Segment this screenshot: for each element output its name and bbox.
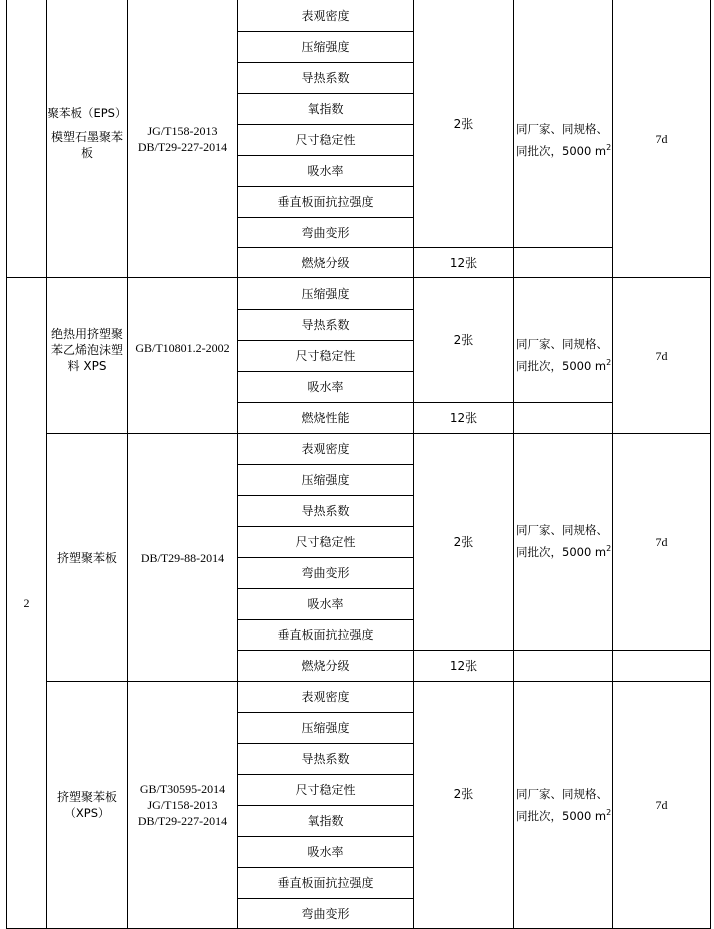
test-item: 压缩强度 (301, 40, 350, 54)
test-item: 燃烧性能 (301, 411, 350, 425)
test-item: 导热系数 (301, 71, 350, 85)
test-item: 弯曲变形 (301, 566, 350, 580)
test-item: 尺寸稳定性 (295, 535, 356, 549)
sample-quantity: 2张 (453, 116, 474, 131)
product-name-line: 模塑石墨聚苯 (50, 129, 123, 144)
product-name: 挤塑聚苯板 (56, 550, 117, 565)
test-item: 压缩强度 (301, 286, 350, 301)
sample-quantity: 2张 (453, 787, 474, 801)
unit-exponent: 2 (606, 358, 612, 368)
test-item: 吸水率 (307, 597, 344, 611)
standard-code: GB/T30595-2014 (139, 782, 226, 796)
standard-code: DB/T29-227-2014 (137, 814, 228, 828)
test-item: 氧指数 (307, 814, 344, 828)
test-item: 导热系数 (301, 318, 350, 332)
test-item: 表观密度 (301, 442, 350, 456)
standard-codes (128, 682, 237, 928)
test-period: 7d (655, 131, 668, 146)
product-name-line: 绝热用挤塑聚 (50, 326, 123, 341)
test-item: 吸水率 (307, 164, 344, 178)
condition-line: 同批次，5000 m (516, 545, 607, 559)
condition-line: 同厂家、同规格、 (516, 337, 608, 351)
test-item: 尺寸稳定性 (295, 783, 356, 797)
test-item: 氧指数 (307, 102, 344, 116)
test-item: 表观密度 (301, 8, 350, 23)
test-item: 尺寸稳定性 (295, 349, 356, 363)
condition-line: 同厂家、同规格、 (516, 122, 608, 136)
condition-line: 同厂家、同规格、 (516, 787, 608, 801)
condition-line: 同厂家、同规格、 (516, 523, 608, 537)
standard-code: JG/T158-2013 (147, 798, 218, 812)
product-name (47, 682, 127, 928)
test-item: 吸水率 (307, 845, 344, 859)
test-item: 导热系数 (301, 504, 350, 518)
batch-condition (516, 118, 612, 162)
condition-line: 同批次，5000 m (516, 809, 607, 823)
condition-line: 同批次，5000 m (516, 144, 607, 158)
test-period: 7d (655, 535, 668, 549)
product-name-line: 板 (80, 145, 93, 160)
standard-code: DB/T29-88-2014 (140, 550, 225, 565)
condition-line: 同批次，5000 m (516, 359, 607, 373)
standard-code: DB/T29-227-2014 (137, 139, 228, 154)
test-item: 吸水率 (307, 380, 344, 394)
product-name-line: 聚苯板（EPS） (47, 105, 127, 120)
col-line-5 (513, 0, 514, 929)
test-period: 7d (655, 798, 668, 812)
table-border-right (710, 0, 711, 929)
batch-condition (516, 333, 612, 377)
test-item: 尺寸稳定性 (295, 133, 356, 147)
product-name-line: 料 XPS (67, 358, 107, 373)
product-name (47, 278, 127, 433)
test-item: 压缩强度 (301, 473, 350, 487)
test-item: 燃烧分级 (301, 659, 350, 673)
row-number: 2 (23, 596, 30, 610)
test-item: 表观密度 (301, 690, 350, 704)
product-name-line: 苯乙烯泡沫塑 (50, 342, 123, 357)
product-name-line: 挤塑聚苯板 (56, 790, 117, 804)
test-item: 弯曲变形 (301, 225, 350, 240)
fire-sample-quantity: 12张 (449, 659, 478, 673)
standard-code: GB/T10801.2-2002 (135, 340, 230, 355)
unit-exponent: 2 (606, 544, 612, 554)
test-item: 燃烧分级 (301, 255, 350, 270)
fire-sample-quantity: 12张 (449, 255, 478, 270)
test-item: 压缩强度 (301, 721, 350, 735)
sample-quantity: 2张 (453, 535, 474, 549)
unit-exponent: 2 (606, 143, 612, 153)
batch-condition (516, 783, 612, 827)
test-item: 导热系数 (301, 752, 350, 766)
fire-sample-quantity: 12张 (449, 411, 478, 425)
sample-quantity: 2张 (453, 333, 474, 347)
test-item: 垂直板面抗拉强度 (277, 195, 374, 209)
standard-codes (128, 0, 237, 277)
unit-exponent: 2 (606, 808, 612, 818)
test-period: 7d (655, 348, 668, 363)
product-name-line: （XPS） (64, 806, 110, 820)
test-item: 垂直板面抗拉强度 (277, 628, 374, 642)
standard-code: JG/T158-2013 (147, 123, 218, 138)
product-name (47, 0, 127, 277)
test-item: 垂直板面抗拉强度 (277, 876, 374, 890)
test-item: 弯曲变形 (301, 906, 350, 921)
batch-condition (516, 519, 612, 563)
